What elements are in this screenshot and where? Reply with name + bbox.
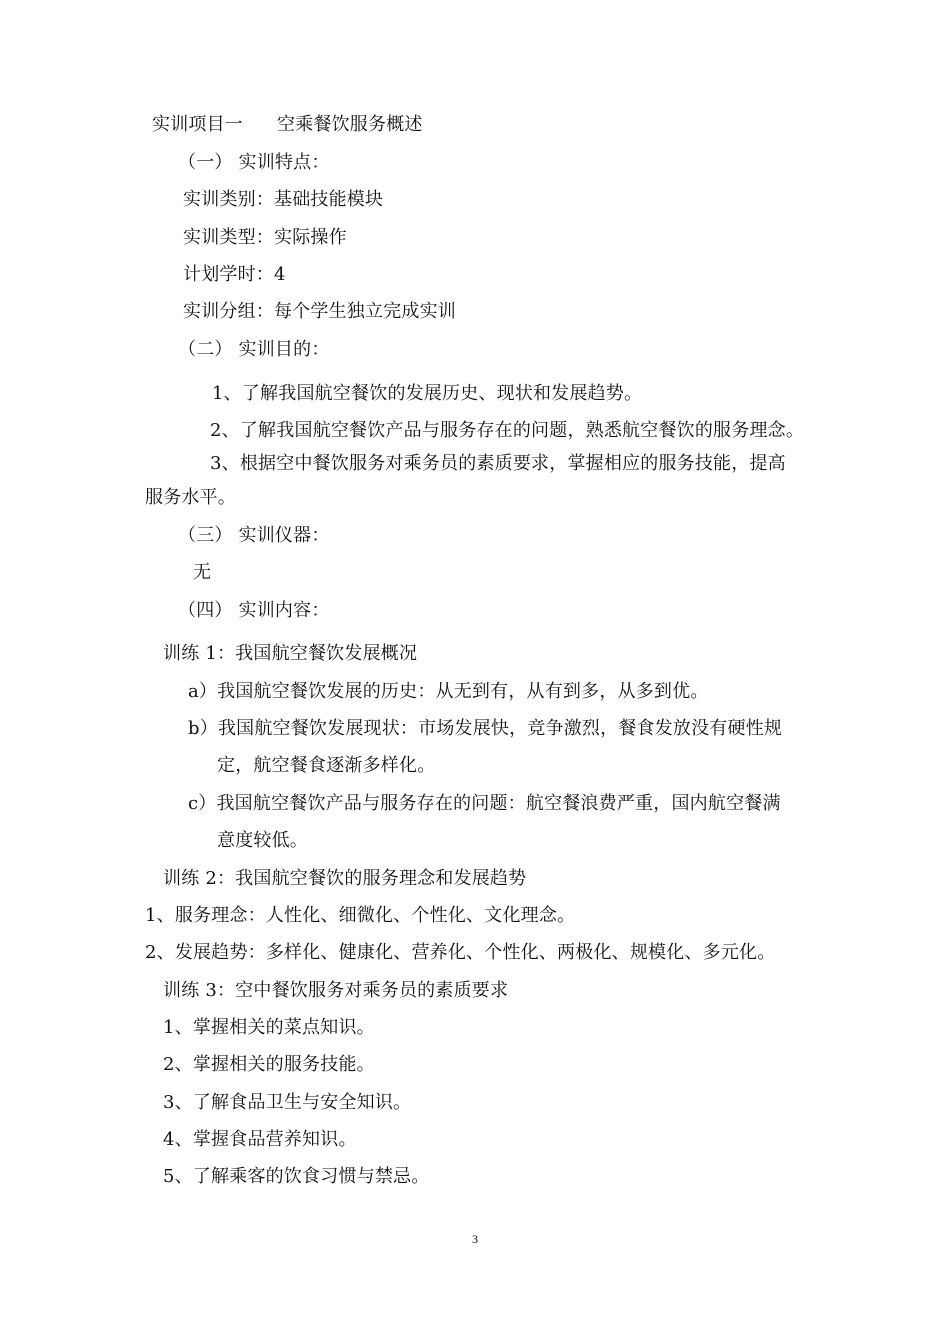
project-label: 实训项目一 [152,114,243,135]
training-3-item-3: 3、了解食品卫生与安全知识。 [163,1092,412,1113]
project-title: 空乘餐饮服务概述 [277,114,423,135]
training-1-item-c-line-1: c）我国航空餐饮产品与服务存在的问题：航空餐浪费严重，国内航空餐满 [188,793,781,814]
training-type: 实训类型：实际操作 [183,227,347,248]
objective-item-2: 2、了解我国航空餐饮产品与服务存在的问题，熟悉航空餐饮的服务理念。 [210,420,805,441]
training-2-item-2: 2、发展趋势：多样化、健康化、营养化、个性化、两极化、规模化、多元化。 [145,942,776,963]
training-1-item-b-line-1: b）我国航空餐饮发展现状：市场发展快，竞争激烈，餐食发放没有硬性规 [188,718,783,739]
section-heading-objectives: （二） 实训目的： [178,339,330,360]
training-1-item-a: a）我国航空餐饮发展的历史：从无到有，从有到多，从多到优。 [188,681,709,702]
training-2-item-1: 1、服务理念：人性化、细微化、个性化、文化理念。 [145,905,576,926]
training-category: 实训类别：基础技能模块 [183,189,384,210]
training-3-item-5: 5、了解乘客的饮食习惯与禁忌。 [163,1166,430,1187]
training-3-title: 训练 3：空中餐饮服务对乘务员的素质要求 [163,980,509,1001]
project-heading [152,113,423,137]
training-3-item-4: 4、掌握食品营养知识。 [163,1129,357,1150]
planned-hours: 计划学时：4 [183,264,286,285]
objective-item-3-line-2: 服务水平。 [145,487,236,508]
training-1-title: 训练 1：我国航空餐饮发展概况 [163,643,418,664]
page-number: 3 [472,1232,478,1246]
training-3-item-1: 1、掌握相关的菜点知识。 [163,1017,375,1038]
objective-item-1: 1、了解我国航空餐饮的发展历史、现状和发展趋势。 [212,383,643,404]
training-1-item-c-line-2: 意度较低。 [217,830,308,851]
instruments-value: 无 [193,562,212,583]
training-grouping: 实训分组：每个学生独立完成实训 [183,301,456,322]
training-3-item-2: 2、掌握相关的服务技能。 [163,1054,375,1075]
training-2-title: 训练 2：我国航空餐饮的服务理念和发展趋势 [163,868,527,889]
section-heading-content: （四） 实训内容： [178,600,330,621]
training-1-item-b-line-2: 定，航空餐食逐渐多样化。 [217,755,436,776]
objective-item-3-line-1: 3、根据空中餐饮服务对乘务员的素质要求，掌握相应的服务技能，提高 [210,453,786,474]
section-heading-features: （一） 实训特点： [178,152,330,173]
section-heading-instruments: （三） 实训仪器： [178,525,330,546]
